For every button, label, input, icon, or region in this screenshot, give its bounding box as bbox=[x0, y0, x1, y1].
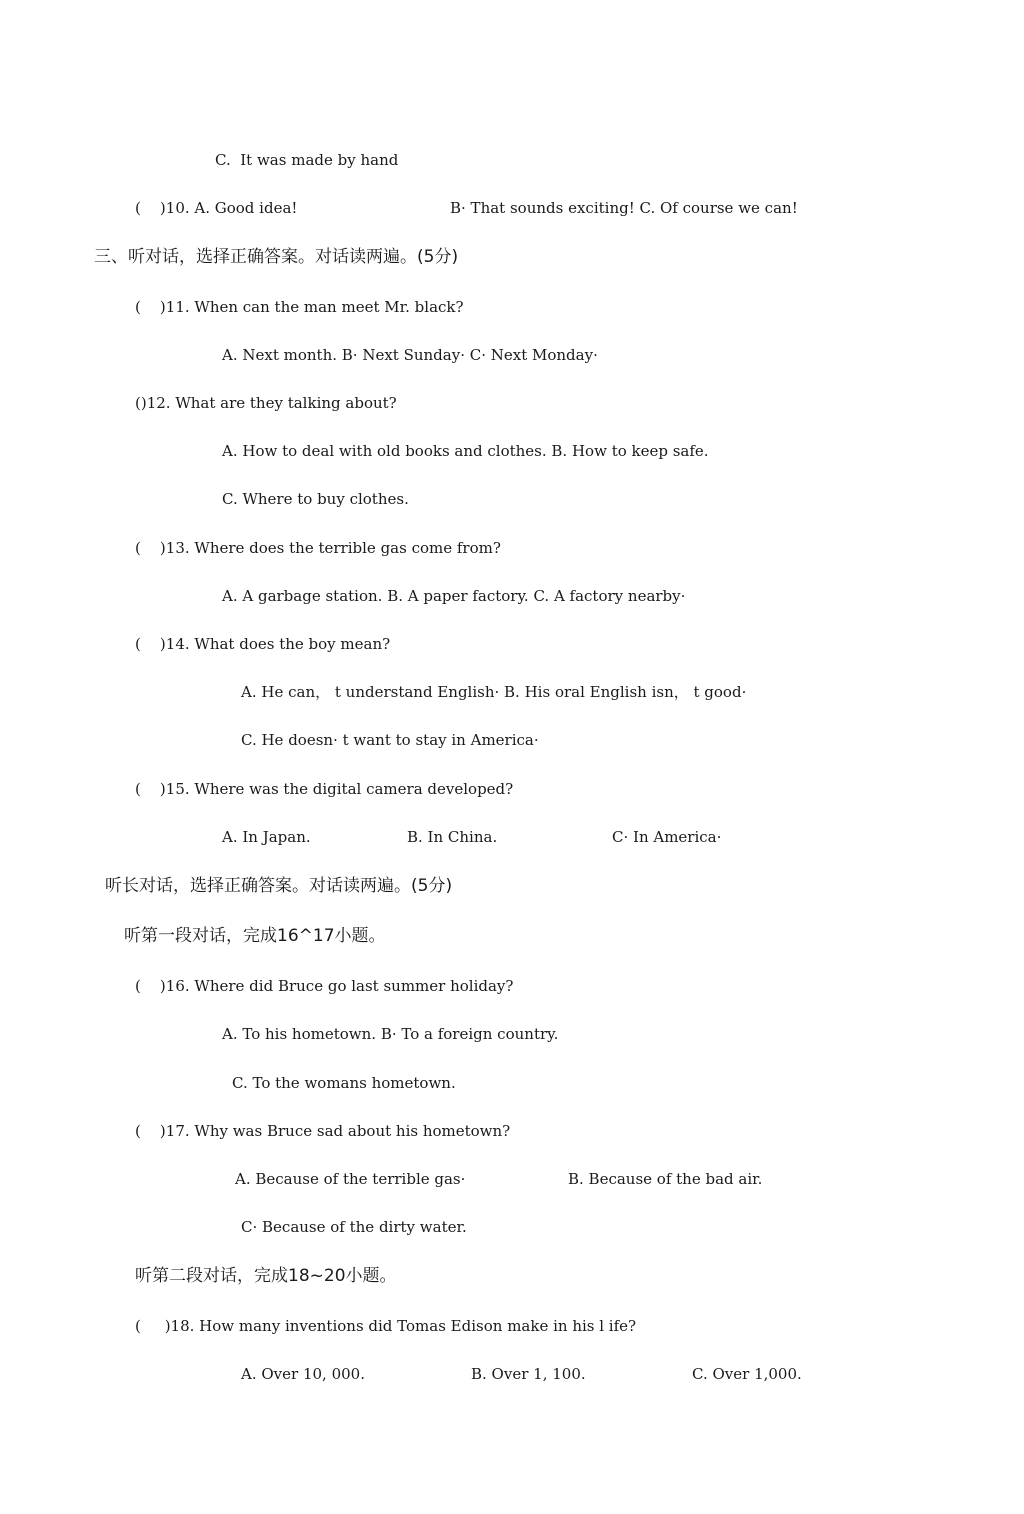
q13-question: ( )13. Where does the terrible gas come from? bbox=[135, 539, 501, 557]
q12-option-c: C. Where to buy clothes. bbox=[222, 490, 409, 508]
q10-options-bc: B· That sounds exciting! C. Of course we can! bbox=[450, 199, 798, 217]
q16-options-ab: A. To his hometown. B· To a foreign country. bbox=[222, 1025, 559, 1043]
q15-option-a: A. In Japan. bbox=[222, 828, 311, 846]
q11-question: ( )11. When can the man meet Mr. black? bbox=[135, 298, 464, 316]
q18-option-a: A. Over 10, 000. bbox=[241, 1365, 365, 1383]
q17-option-c: C· Because of the dirty water. bbox=[241, 1218, 467, 1236]
dialogue-2-heading: 听第二段对话，完成18~20小题。 bbox=[135, 1266, 397, 1286]
q11-options: A. Next month. B· Next Sunday· C· Next Monday· bbox=[222, 346, 598, 364]
q15-option-c: C· In America· bbox=[612, 828, 722, 846]
q15-option-b: B. In China. bbox=[407, 828, 498, 846]
dialogue-1-heading: 听第一段对话，完成16^17小题。 bbox=[124, 926, 386, 946]
q9-option-c: C. It was made by hand bbox=[215, 151, 399, 169]
q18-option-b: B. Over 1, 100. bbox=[471, 1365, 586, 1383]
q10-option-a: ( )10. A. Good idea! bbox=[135, 199, 298, 217]
q17-question: ( )17. Why was Bruce sad about his hometown? bbox=[135, 1122, 511, 1140]
q15-question: ( )15. Where was the digital camera developed? bbox=[135, 780, 514, 798]
q14-question: ( )14. What does the boy mean? bbox=[135, 635, 391, 653]
q14-options-ab: A. He can， t understand English· B. His oral English isn， t good· bbox=[241, 683, 747, 701]
q14-option-c: C. He doesn· t want to stay in America· bbox=[241, 731, 539, 749]
q18-question: ( )18. How many inventions did Tomas Edison make in his l ife? bbox=[135, 1317, 637, 1335]
section-4-heading: 听长对话，选择正确答案。对话读两遍。(5分) bbox=[105, 876, 453, 896]
section-3-heading: 三、听对话，选择正确答案。对话读两遍。(5分) bbox=[94, 247, 459, 267]
q16-question: ( )16. Where did Bruce go last summer holiday? bbox=[135, 977, 514, 995]
q17-option-b: B. Because of the bad air. bbox=[568, 1170, 763, 1188]
q18-option-c: C. Over 1,000. bbox=[692, 1365, 802, 1383]
q12-options-ab: A. How to deal with old books and clothes. B. How to keep safe. bbox=[222, 442, 709, 460]
q16-option-c: C. To the womans hometown. bbox=[232, 1074, 456, 1092]
q17-option-a: A. Because of the terrible gas· bbox=[235, 1170, 466, 1188]
q12-question: ()12. What are they talking about? bbox=[135, 394, 397, 412]
q13-options: A. A garbage station. B. A paper factory. C. A factory nearby· bbox=[222, 587, 686, 605]
